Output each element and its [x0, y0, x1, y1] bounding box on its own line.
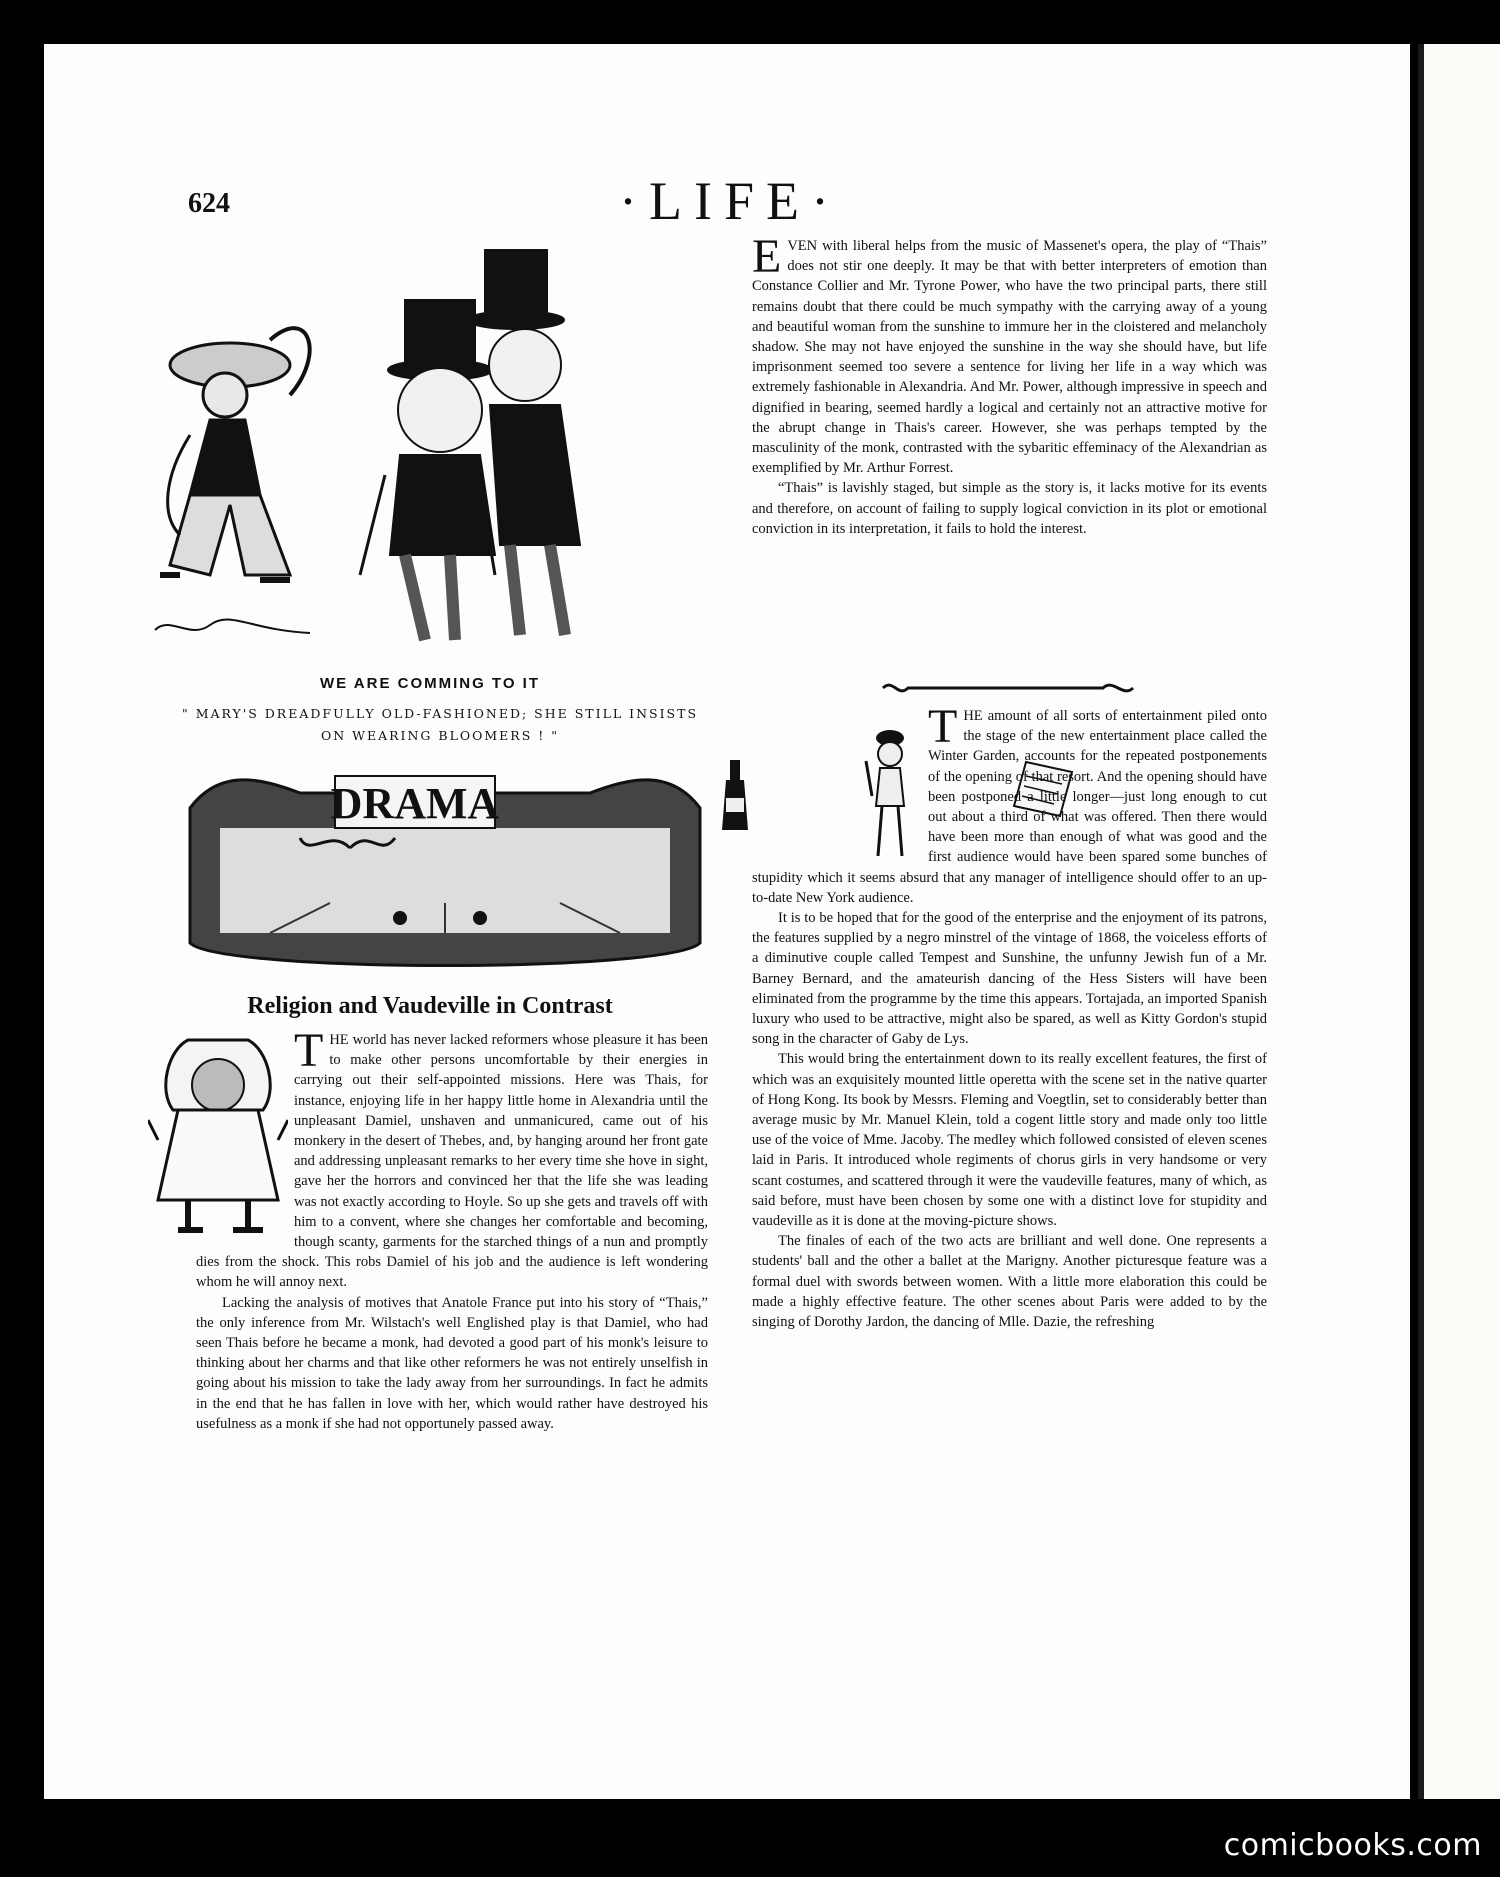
- ornamental-divider: [878, 678, 1138, 698]
- cartoon-illustration: [150, 245, 710, 645]
- nun-text-wrap-space: [196, 1030, 294, 1240]
- article-left-column: [196, 1024, 708, 1434]
- two-women-in-top-hats-figure: [360, 250, 580, 640]
- article-right-top-column: [752, 230, 1267, 539]
- article-right-paragraph-1: EVEN with liberal helps from the music of Massenet's opera, the play of “Thais” does not stir one deeply. It may be that with better interpreters of emotion than Constance Collier and Mr. Tyrone Power, who have the two principal parts, there still remains doubt that there could be much sympathy with the carrying away of a young and beautiful woman from the sunshine to immure her in the cloistered and melancholy shadow. She may not have enjoyed the sunshine in the way she should have, but life imprisonment seemed too severe a sentence for living her life in a way which was extremely fashionable in Alexandria. And Mr. Power, although impressive in speech and dignified in bearing, seemed hardly a logical and certainly not an attractive motive for the abrupt change in Thais's career. However, she was perhaps tempted by the masculinity of the monk, contrasted with the sybaritic effeminacy of the Alexandrian as exemplified by Mr. Arthur Forrest.: [752, 230, 1267, 477]
- masthead-title: ·LIFE·: [619, 171, 841, 231]
- drama-banner-label: DRAMA: [330, 779, 500, 828]
- drama-banner: [180, 768, 710, 973]
- page-gutter: [1418, 44, 1424, 1799]
- cartoon-title: WE ARE COMMING TO IT: [320, 675, 540, 692]
- winter-garden-paragraph-3: This would bring the entertainment down to its really excellent features, the first of which was an exquisitely mounted little operetta with the scene set in the native quarter of Hong Kong. Its book by Messrs. Fleming and Voegtlin, set to considerably better than average music by Mr. Manuel Klein, told a cogent little story and made only too little use of the voice of Mme. Jacoby. The medley which followed consisted of eleven scenes laid in Paris. It introduced whole regiments of chorus girls in very handsome or very scant costumes, and scattered through it were the vaudeville features, many of which, as said before, must have been chosen by some one with a distinct love for stupidity and vaudeville as it is done at the moving-picture shows.: [752, 1051, 1267, 1230]
- article-left-paragraph-2: Lacking the analysis of motives that Anatole France put into his story of “Thais,” the only inference from Mr. Wilstach's well Englished play is that Damiel, who had seen Thais before he became a monk, had devoted a good part of his monk's leisure to thinking about her charms and that like other reformers he was not entirely unselfish in going about his mission to take the lady away from her surroundings. In fact he admits in the end that he has fallen in love with her, which would rather have destroyed his usefulness as a monk if she had not opportunely passed away.: [196, 1294, 708, 1432]
- girl-with-hat-figure: [160, 328, 310, 580]
- article-right-paragraph-2: “Thais” is lavishly staged, but simple as the story is, it lacks motive for its events and therefore, on account of failing to supply logical conviction in its plot or emotional conviction in its interpretation, it fails to hold the interest.: [752, 480, 1267, 537]
- winter-garden-paragraph-1: THE amount of all sorts of entertainment piled onto the stage of the new entertainment place called the Winter Garden, accounts for the repeated postponements of the opening of that resort. And the opening should have been postponed a little longer—just long enough to cut out about a third of what was offered. Then there would have been more than enough of what was good and the first audience would have been spared some bunches of stupidity which it seems absurd that any manager of intelligence should offer to an up-to-date New York audience.: [752, 700, 1267, 906]
- article-right-bottom-column: [752, 700, 1267, 1332]
- page-number: 624: [188, 188, 230, 219]
- winter-garden-paragraph-2: It is to be hoped that for the good of the enterprise and the enjoyment of its patrons, the features supplied by a negro minstrel of the vintage of 1868, the voiceless efforts of a diminutive couple called Tempest and Sunshine, the unfunny Jewish fun of a Mr. Barney Bernard, and the amateurish dancing of the Hess Sisters will have been eliminated from the programme by the time this appears. Tortajada, an imported Spanish luxury who used to be attractive, might also be spared, as well as Kitty Gordon's stupid song in the character of Gaby de Lys.: [752, 910, 1267, 1048]
- drop-cap: E: [752, 230, 782, 283]
- artist-signature: [155, 619, 310, 633]
- winter-garden-paragraph-4: The finales of each of the two acts are brilliant and well done. One represents a students' ball and the other a ballet at the Marigny. Another picturesque feature was a formal duel with swords between women. With a little more elaboration this could be made a highly effective feature. The other scenes about Paris were added to by the singing of Dorothy Jardon, the dancing of Mlle. Dazie, the refreshing: [752, 1233, 1267, 1331]
- drop-cap: T: [928, 700, 958, 753]
- champagne-bottle-icon: [718, 760, 752, 832]
- drop-cap: T: [294, 1024, 324, 1077]
- watermark-text: comicbooks.com: [1223, 1828, 1482, 1863]
- dancer-text-wrap-space: [752, 706, 928, 866]
- article-headline: Religion and Vaudeville in Contrast: [247, 993, 613, 1019]
- cartoon-caption: " MARY'S DREADFULLY OLD-FASHIONED; SHE STILL INSISTS ON WEARING BLOOMERS ! ": [181, 706, 699, 743]
- article-left-paragraph-1: THE world has never lacked reformers whose pleasure it has been to make other persons uncomfortable by their energies in carrying out their self-appointed missions. Here was Thais, for instance, enjoying life in her happy little home in Alexandria until the unpleasant Damiel, unshaven and unmanicured, came out of his monkery in the desert of Thebes, and, by hanging around her front gate and addressing unpleasant remarks to her every time she hove in sight, gave her the horrors and convinced her that the life she was leading was not exactly according to Hoyle. So up she gets and travels off with him to a convent, where she changes her comfortable and becoming, though scanty, garments for the starched things of a nun and promptly dies from the shock. This robs Damiel of his job and the audience is left wondering whom he will annoy next.: [196, 1024, 708, 1291]
- facing-page-edge: [1418, 44, 1500, 1799]
